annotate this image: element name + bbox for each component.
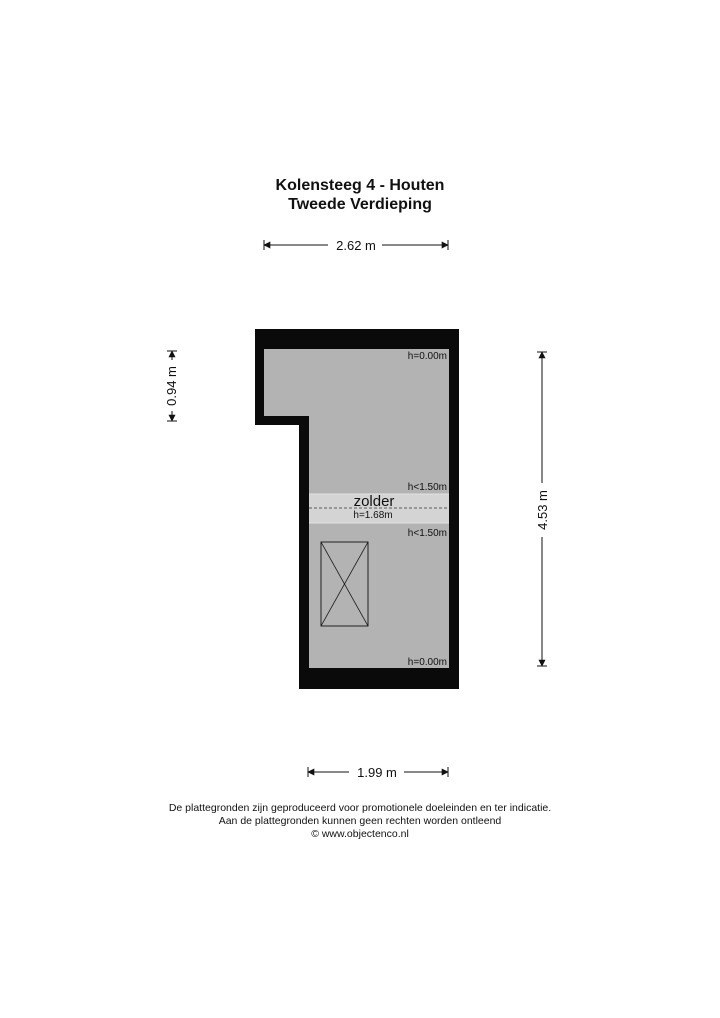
height-marker-bottom: h=0.00m [407,657,447,668]
plan-title-address: Kolensteeg 4 - Houten [275,177,445,194]
dimension-right-depth [535,352,550,666]
plan-title-floor: Tweede Verdieping [288,196,432,213]
disclaimer-line-2: Aan de plattegronden kunnen geen rechten worden ontleend [218,815,502,827]
dimension-left-notch [164,351,179,421]
ridge-height-label: h=1.68m [353,510,393,521]
dimension-label-left-notch: 0.94 m [164,366,179,406]
dimension-label-right-depth: 4.53 m [535,490,550,530]
dimension-label-bottom-width: 1.99 m [357,765,397,780]
dimension-top-width [264,238,448,253]
room-label-zolder: zolder [353,493,395,510]
disclaimer-line-1: De plattegronden zijn geproduceerd voor promotionele doeleinden en ter indicatie. [168,802,552,814]
height-marker-lower-mid: h<1.50m [407,528,447,539]
dimension-label-top-width: 2.62 m [336,238,376,253]
dimension-bottom-width [308,765,448,780]
height-marker-upper-mid: h<1.50m [407,482,447,493]
copyright-notice: © www.objectenco.nl [311,828,409,840]
height-marker-top: h=0.00m [407,351,447,362]
